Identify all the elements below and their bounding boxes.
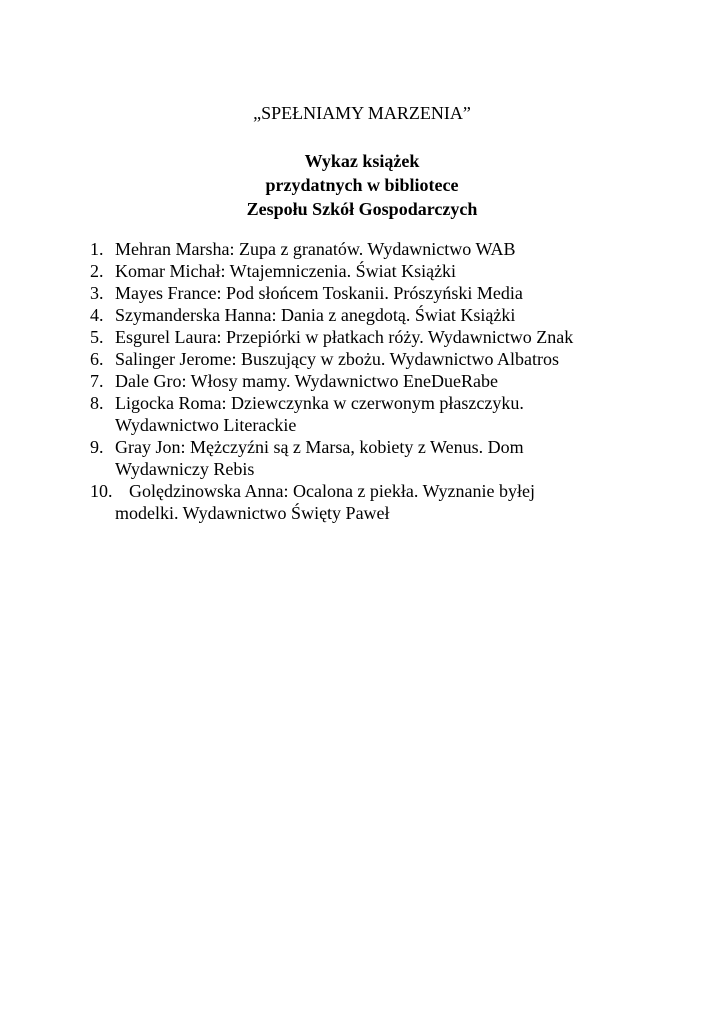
book-list-item — [90, 348, 700, 370]
book-entry-line: Salinger Jerome: Buszujący w zbożu. Wydawnictwo Albatros — [115, 349, 559, 369]
book-number: 9. — [90, 437, 104, 457]
book-entry-line: Gray Jon: Mężczyźni są z Marsa, kobiety z Wenus. Dom — [115, 437, 524, 457]
book-entry-line: Mehran Marsha: Zupa z granatów. Wydawnictwo WAB — [115, 239, 516, 259]
book-list-item — [90, 260, 700, 282]
book-entry-line: Wydawnictwo Literackie — [115, 415, 297, 435]
title-line-1: Wykaz książek — [304, 151, 420, 171]
book-entry-line: Szymanderska Hanna: Dania z anegdotą. Świat Książki — [115, 305, 516, 325]
book-entry — [115, 260, 700, 282]
book-entry — [115, 326, 700, 348]
book-entry-line: Esgurel Laura: Przepiórki w płatkach róży. Wydawnictwo Znak — [115, 327, 574, 347]
book-number: 4. — [90, 305, 104, 325]
book-list-item — [90, 326, 700, 348]
book-entry — [115, 392, 700, 436]
book-entry-line: Komar Michał: Wtajemniczenia. Świat Książki — [115, 261, 457, 281]
book-entry — [115, 238, 700, 260]
book-number: 7. — [90, 371, 104, 391]
book-list-item — [90, 282, 700, 304]
book-number: 6. — [90, 349, 104, 369]
book-number: 10. — [90, 481, 113, 501]
book-entry — [115, 436, 700, 480]
book-number: 1. — [90, 239, 104, 259]
book-number: 5. — [90, 327, 104, 347]
book-list-item — [90, 392, 700, 436]
book-entry-line: Ligocka Roma: Dziewczynka w czerwonym płaszczyku. — [115, 393, 524, 413]
book-list-item — [90, 436, 700, 480]
book-list-item — [90, 480, 700, 524]
book-entry — [115, 282, 700, 304]
book-list-item — [90, 304, 700, 326]
book-entry — [115, 480, 700, 524]
book-list-item — [90, 370, 700, 392]
book-number: 3. — [90, 283, 104, 303]
book-entry-line: Wydawniczy Rebis — [115, 459, 255, 479]
document-title — [0, 149, 724, 221]
book-list-item — [90, 238, 700, 260]
title-line-2: przydatnych w bibliotece — [265, 175, 459, 195]
book-number: 2. — [90, 261, 104, 281]
motto-heading: „SPEŁNIAMY MARZENIA” — [253, 103, 471, 123]
title-line-3: Zespołu Szkół Gospodarczych — [246, 199, 478, 219]
book-entry — [115, 304, 700, 326]
book-entry-line: Dale Gro: Włosy mamy. Wydawnictwo EneDueRabe — [115, 371, 498, 391]
book-list — [90, 238, 700, 524]
book-number: 8. — [90, 393, 104, 413]
book-entry — [115, 348, 700, 370]
book-entry-line: Golędzinowska Anna: Ocalona z piekła. Wyznanie byłej — [129, 481, 535, 501]
book-entry — [115, 370, 700, 392]
book-entry-line: modelki. Wydawnictwo Święty Paweł — [115, 503, 390, 523]
book-entry-line: Mayes France: Pod słońcem Toskanii. Prószyński Media — [115, 283, 523, 303]
